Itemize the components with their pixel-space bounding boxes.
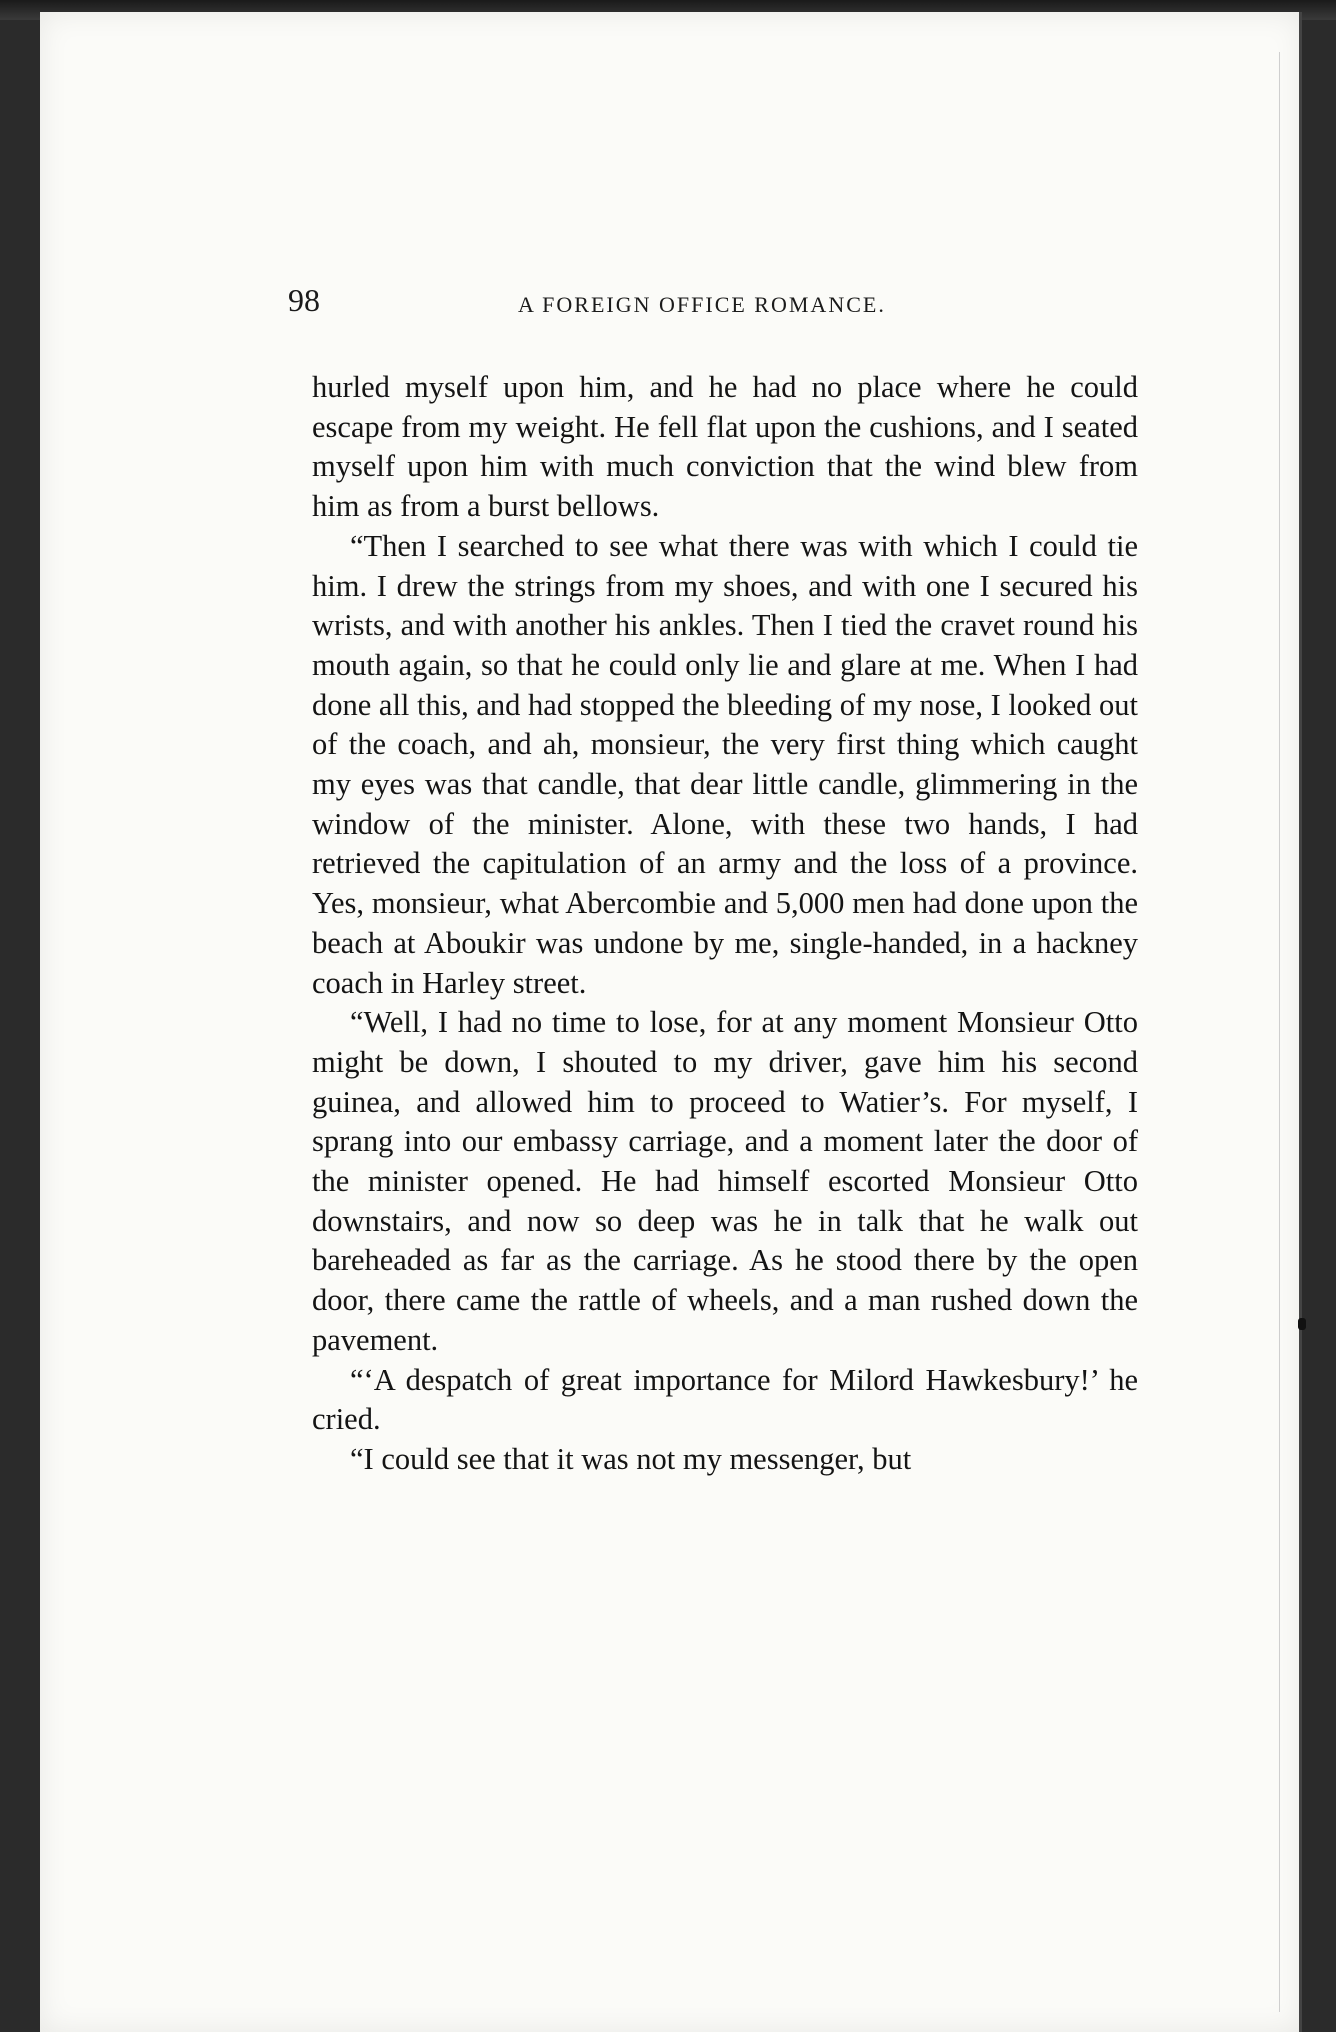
page-header	[288, 282, 1148, 332]
running-title: A FOREIGN OFFICE ROMANCE.	[518, 292, 886, 317]
page-body	[312, 368, 1138, 1480]
page-fold	[1279, 52, 1280, 2012]
paragraph-3: “Well, I had no time to lose, for at any moment Monsieur Otto might be down, I shouted to my driver, gave him his second guinea, and allowed him to proceed to Watier’s. For myself, I sprang into our embassy carriage, and a moment later the door of the minister opened. He had himself escorted Monsieur Otto downstairs, and now so deep was he in talk that he walk out bareheaded as far as the carriage. As he stood there by the open door, there came the rattle of wheels, and a man rushed down the pavement.	[312, 1005, 1138, 1357]
page-edge	[1299, 12, 1302, 2032]
scan-speck	[1298, 1318, 1306, 1330]
paragraph-2: “Then I searched to see what there was with which I could tie him. I drew the strings from my shoes, and with one I secured his wrists, and with another his ankles. Then I tied the cravet round his mouth again, so that he could only lie and glare at me. When I had done all this, and had stopped the bleeding of my nose, I looked out of the coach, and ah, monsieur, the very first thing which caught my eyes was that candle, that dear little candle, glimmering in the window of the minister. Alone, with these two hands, I had retrieved the capitulation of an army and the loss of a province. Yes, monsieur, what Abercombie and 5,000 men had done upon the beach at Aboukir was undone by me, single-handed, in a hackney coach in Harley street.	[312, 528, 1138, 1000]
page-number: 98	[288, 282, 320, 318]
paragraph-4: “‘A despatch of great importance for Milord Hawkesbury!’ he cried.	[312, 1362, 1138, 1437]
paragraph-1: hurled myself upon him, and he had no place where he could escape from my weight. He fell flat upon the cushions, and I seated myself upon him with much conviction that the wind blew from him as from a burst bellows.	[312, 370, 1138, 524]
paragraph-5: “I could see that it was not my messenger, but	[350, 1441, 912, 1476]
